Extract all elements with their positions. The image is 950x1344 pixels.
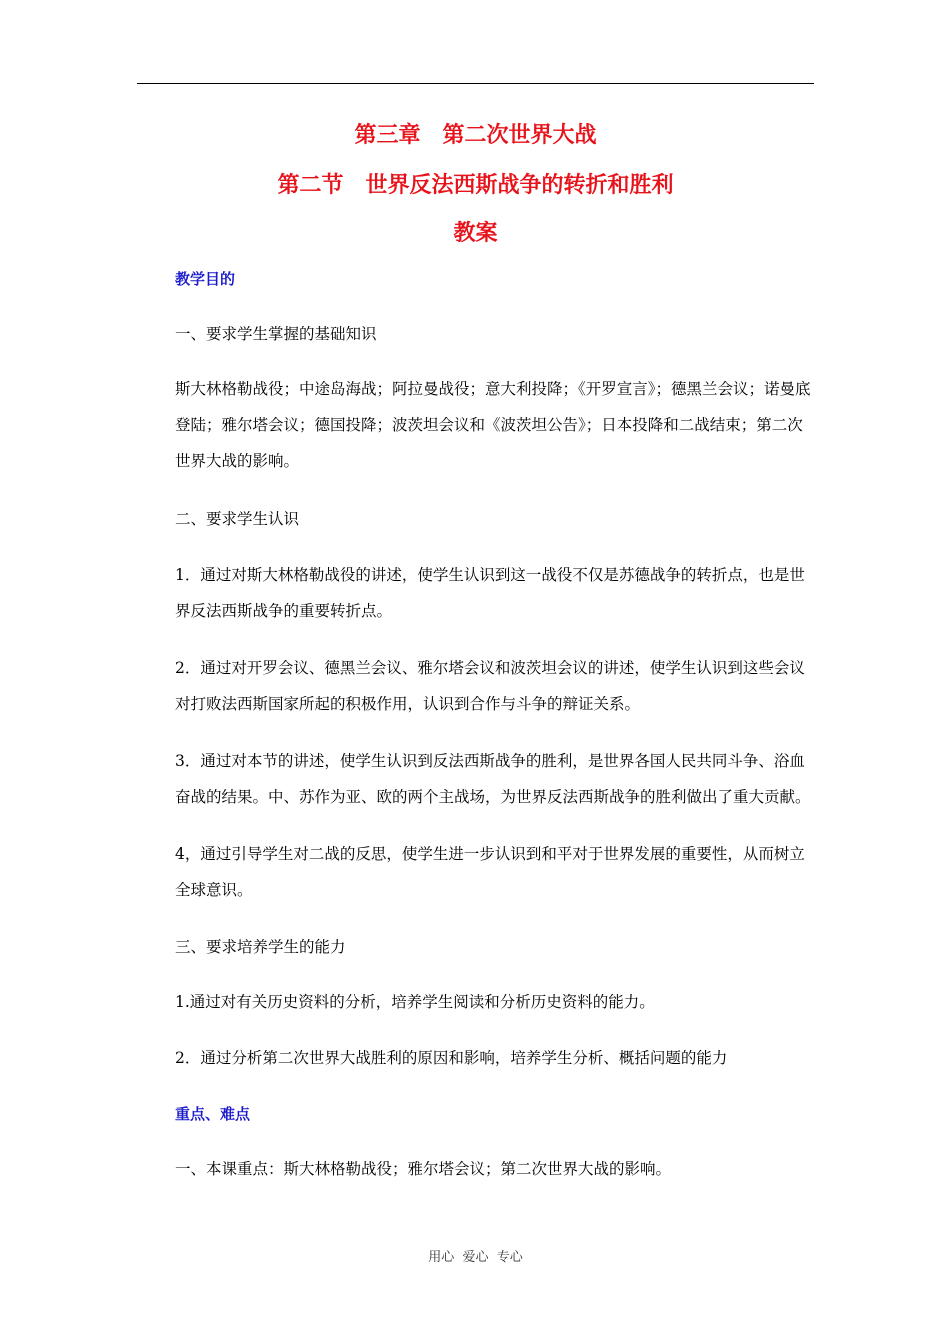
doc-type-title: 教案 [453, 221, 498, 246]
paragraph-ability-1: 1.通过对有关历史资料的分析，培养学生阅读和分析历史资料的能力。 [175, 993, 655, 1011]
header-rule [137, 83, 814, 84]
heading-goals: 教学目的 [175, 270, 236, 288]
paragraph-recognition-2: 2．通过对开罗会议、德黑兰会议、雅尔塔会议和波茨坦会议的讲述，使学生认识到这些会议对打败法西斯国家所起的积极作用，认识到合作与斗争的辩证关系。 [175, 659, 805, 713]
section-title: 第二节 世界反法西斯战争的转折和胜利 [277, 173, 674, 198]
paragraph-recognition-1: 1．通过对斯大林格勒战役的讲述，使学生认识到这一战役不仅是苏德战争的转折点，也是世界反法西斯战争的重要转折点。 [175, 566, 805, 620]
paragraph-knowledge-heading: 一、要求学生掌握的基础知识 [175, 325, 377, 343]
paragraph-ability-heading: 三、要求培养学生的能力 [175, 938, 346, 956]
paragraph-key-points: 一、本课重点：斯大林格勒战役；雅尔塔会议；第二次世界大战的影响。 [175, 1160, 672, 1178]
paragraph-knowledge-list: 斯大林格勒战役；中途岛海战；阿拉曼战役；意大利投降；《开罗宣言》；德黑兰会议；诺曼底登陆；雅尔塔会议；德国投降；波茨坦会议和《波茨坦公告》；日本投降和二战结束；第二次世界大战的影响。 [175, 380, 811, 470]
paragraph-ability-2: 2．通过分析第二次世界大战胜利的原因和影响，培养学生分析、概括问题的能力 [175, 1049, 728, 1067]
heading-key-points: 重点、难点 [175, 1105, 251, 1123]
paragraph-recognition-heading: 二、要求学生认识 [175, 510, 300, 528]
paragraph-recognition-3: 3．通过对本节的讲述，使学生认识到反法西斯战争的胜利，是世界各国人民共同斗争、浴血奋战的结果。中、苏作为亚、欧的两个主战场，为世界反法西斯战争的胜利做出了重大贡献。 [175, 752, 811, 806]
paragraph-recognition-4: 4，通过引导学生对二战的反思，使学生进一步认识到和平对于世界发展的重要性，从而树立全球意识。 [175, 845, 805, 899]
page-footer: 用心 爱心 专心 [428, 1250, 523, 1265]
chapter-title: 第三章 第二次世界大战 [354, 123, 597, 148]
